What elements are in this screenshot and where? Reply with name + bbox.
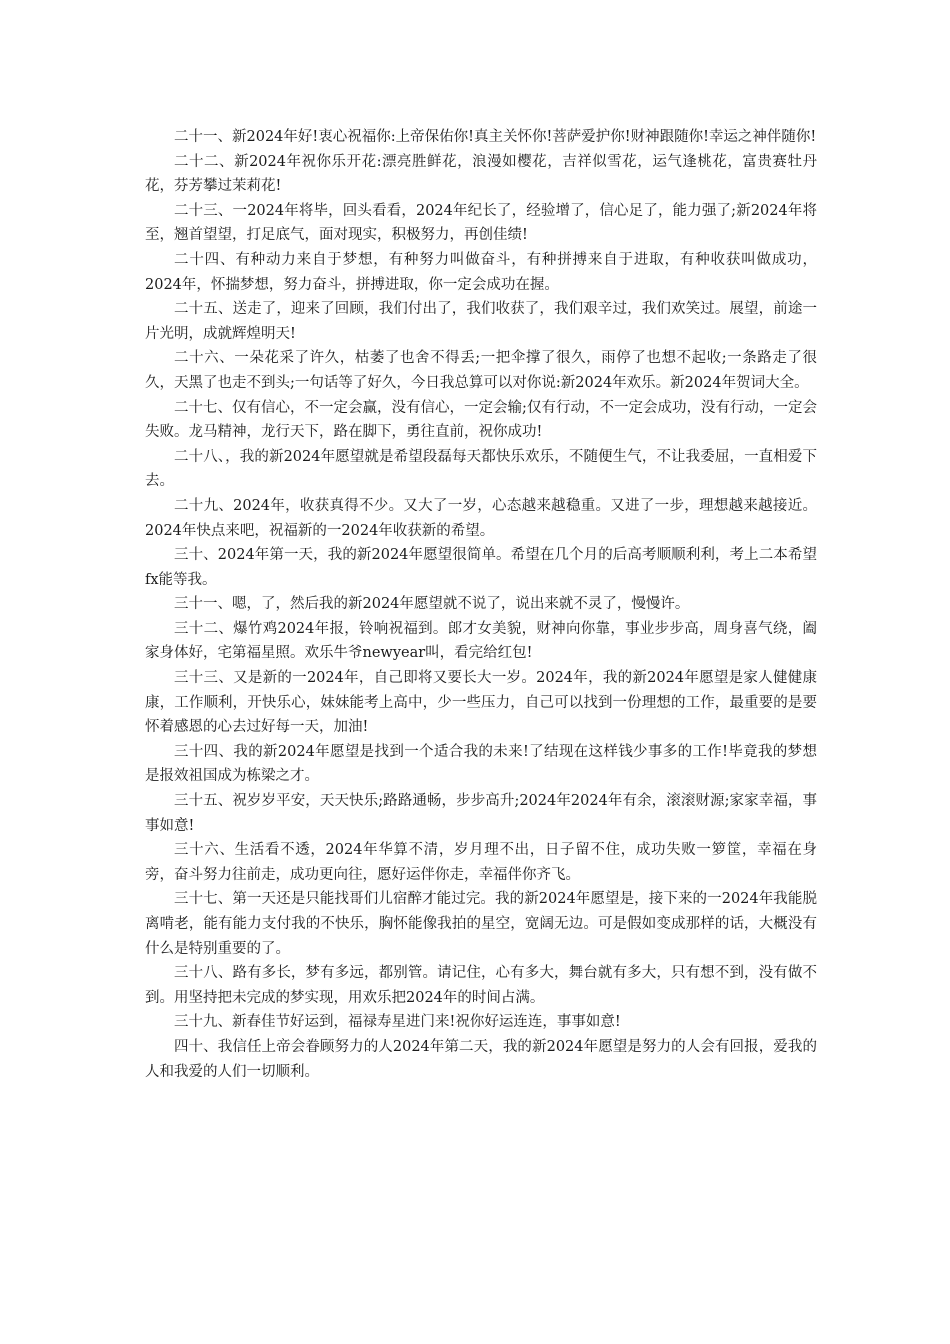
paragraph-33: 三十三、又是新的一2024年，自己即将又要长大一岁。2024年，我的新2024年愿望是家人健健康康，工作顺利，开快乐心，妹妹能考上高中，少一些压力，自己可以找到一份理想的工作，最重要的是要怀着感恩的心去过好每一天，加油! <box>145 670 817 736</box>
paragraph-21: 二十一、新2024年好!衷心祝福你:上帝保佑你!真主关怀你!菩萨爱护你!财神跟随你!幸运之神伴随你! <box>174 129 817 145</box>
paragraph-27: 二十七、仅有信心，不一定会赢，没有信心，一定会输;仅有行动，不一定会成功，没有行动，一定会失败。龙马精神，龙行天下，路在脚下，勇往直前，祝你成功! <box>145 399 817 441</box>
paragraph-37: 三十七、第一天还是只能找哥们儿宿醉才能过完。我的新2024年愿望是，接下来的一2024年我能脱离啃老，能有能力支付我的不快乐，胸怀能像我拍的星空，宽阔无边。可是假如变成那样的话，大概没有什么是特别重要的了。 <box>145 891 817 957</box>
paragraph-32: 三十二、爆竹鸡2024年报，铃响祝福到。郎才女美貌，财神向你靠，事业步步高，周身喜气绕，阖家身体好，宅第福星照。欢乐牛爷newyear叫，看完给红包! <box>145 620 817 662</box>
document-body <box>145 125 817 1084</box>
paragraph-26: 二十六、一朵花采了许久，枯萎了也舍不得丢;一把伞撑了很久，雨停了也想不起收;一条路走了很久，天黑了也走不到头;一句话等了好久，今日我总算可以对你说:新2024年欢乐。新2024年贺词大全。 <box>145 350 817 391</box>
paragraph-36: 三十六、生活看不透，2024年华算不清，岁月理不出，日子留不住，成功失败一箩筐，幸福在身旁，奋斗努力往前走，成功更向往，愿好运伴你走，幸福伴你齐飞。 <box>145 842 817 883</box>
paragraph-31: 三十一、嗯，了，然后我的新2024年愿望就不说了，说出来就不灵了，慢慢许。 <box>174 596 690 613</box>
paragraph-40: 四十、我信任上帝会眷顾努力的人2024年第二天，我的新2024年愿望是努力的人会有回报，爱我的人和我爱的人们一切顺利。 <box>145 1038 817 1080</box>
paragraph-22: 二十二、新2024年祝你乐开花:漂亮胜鲜花，浪漫如樱花，吉祥似雪花，运气逢桃花，富贵赛牡丹花，芬芳攀过茉莉花! <box>145 153 817 195</box>
paragraph-39: 三十九、新春佳节好运到，福禄寿星进门来!祝你好运连连，事事如意! <box>174 1014 621 1031</box>
paragraph-29: 二十九、2024年，收获真得不少。又大了一岁，心态越来越稳重。又进了一步，理想越来越接近。2024年快点来吧，祝福新的一2024年收获新的希望。 <box>145 497 817 539</box>
paragraph-28: 二十八、，我的新2024年愿望就是希望段磊每天都快乐欢乐，不随便生气，不让我委屈，一直相爱下去。 <box>145 448 817 490</box>
paragraph-38: 三十八、路有多长，梦有多远，都别管。请记住，心有多大，舞台就有多大，只有想不到，没有做不到。用坚持把未完成的梦实现，用欢乐把2024年的时间占满。 <box>145 965 817 1006</box>
paragraph-23: 二十三、一2024年将毕，回头看看，2024年纪长了，经验增了，信心足了，能力强了;新2024年将至，翘首望望，打足底气，面对现实，积极努力，再创佳绩! <box>145 202 817 244</box>
paragraph-30: 三十、2024年第一天，我的新2024年愿望很简单。希望在几个月的后高考顺顺利利，考上二本希望fx能等我。 <box>145 547 817 588</box>
paragraph-25: 二十五、送走了，迎来了回顾，我们付出了，我们收获了，我们艰辛过，我们欢笑过。展望，前途一片光明，成就辉煌明天! <box>145 301 817 342</box>
paragraph-35: 三十五、祝岁岁平安，天天快乐;路路通畅，步步高升;2024年2024年有余，滚滚财源;家家幸福，事事如意! <box>145 793 817 834</box>
paragraph-34: 三十四、我的新2024年愿望是找到一个适合我的未来!了结现在这样钱少事多的工作!毕竟我的梦想是报效祖国成为栋梁之才。 <box>145 743 817 785</box>
paragraph-24: 二十四、有种动力来自于梦想，有种努力叫做奋斗，有种拼搏来自于进取，有种收获叫做成功，2024年，怀揣梦想，努力奋斗，拼搏进取，你一定会成功在握。 <box>145 251 817 293</box>
